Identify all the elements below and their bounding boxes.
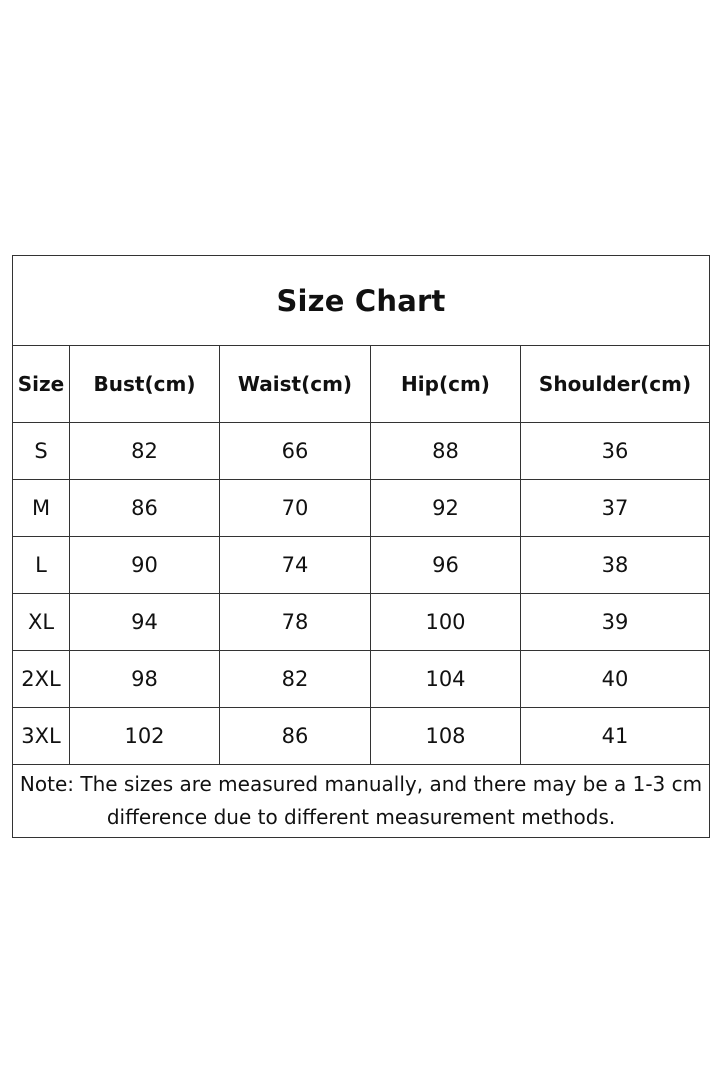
shoulder-cell: 36 xyxy=(521,423,710,480)
note-row xyxy=(13,765,710,838)
size-chart-table xyxy=(12,255,710,838)
hip-cell: 88 xyxy=(371,423,521,480)
table-row xyxy=(13,423,710,480)
chart-title: Size Chart xyxy=(13,256,710,346)
waist-cell: 74 xyxy=(220,537,371,594)
hip-cell: 100 xyxy=(371,594,521,651)
size-cell: L xyxy=(13,537,70,594)
size-cell: 2XL xyxy=(13,651,70,708)
table-row xyxy=(13,480,710,537)
hip-cell: 92 xyxy=(371,480,521,537)
bust-cell: 86 xyxy=(70,480,220,537)
table-row xyxy=(13,651,710,708)
waist-cell: 78 xyxy=(220,594,371,651)
bust-cell: 82 xyxy=(70,423,220,480)
hip-cell: 96 xyxy=(371,537,521,594)
bust-cell: 90 xyxy=(70,537,220,594)
bust-cell: 102 xyxy=(70,708,220,765)
waist-cell: 86 xyxy=(220,708,371,765)
table-row xyxy=(13,594,710,651)
shoulder-cell: 38 xyxy=(521,537,710,594)
size-cell: S xyxy=(13,423,70,480)
header-shoulder: Shoulder(cm) xyxy=(521,346,710,423)
waist-cell: 70 xyxy=(220,480,371,537)
shoulder-cell: 37 xyxy=(521,480,710,537)
table-row xyxy=(13,708,710,765)
waist-cell: 82 xyxy=(220,651,371,708)
header-row xyxy=(13,346,710,423)
size-cell: XL xyxy=(13,594,70,651)
shoulder-cell: 40 xyxy=(521,651,710,708)
size-cell: M xyxy=(13,480,70,537)
title-row xyxy=(13,256,710,346)
bust-cell: 98 xyxy=(70,651,220,708)
bust-cell: 94 xyxy=(70,594,220,651)
measurement-note: Note: The sizes are measured manually, and there may be a 1-3 cm difference due to different measurement methods. xyxy=(13,765,710,838)
header-hip: Hip(cm) xyxy=(371,346,521,423)
waist-cell: 66 xyxy=(220,423,371,480)
header-size: Size xyxy=(13,346,70,423)
shoulder-cell: 39 xyxy=(521,594,710,651)
hip-cell: 108 xyxy=(371,708,521,765)
size-cell: 3XL xyxy=(13,708,70,765)
table-row xyxy=(13,537,710,594)
header-bust: Bust(cm) xyxy=(70,346,220,423)
header-waist: Waist(cm) xyxy=(220,346,371,423)
shoulder-cell: 41 xyxy=(521,708,710,765)
hip-cell: 104 xyxy=(371,651,521,708)
